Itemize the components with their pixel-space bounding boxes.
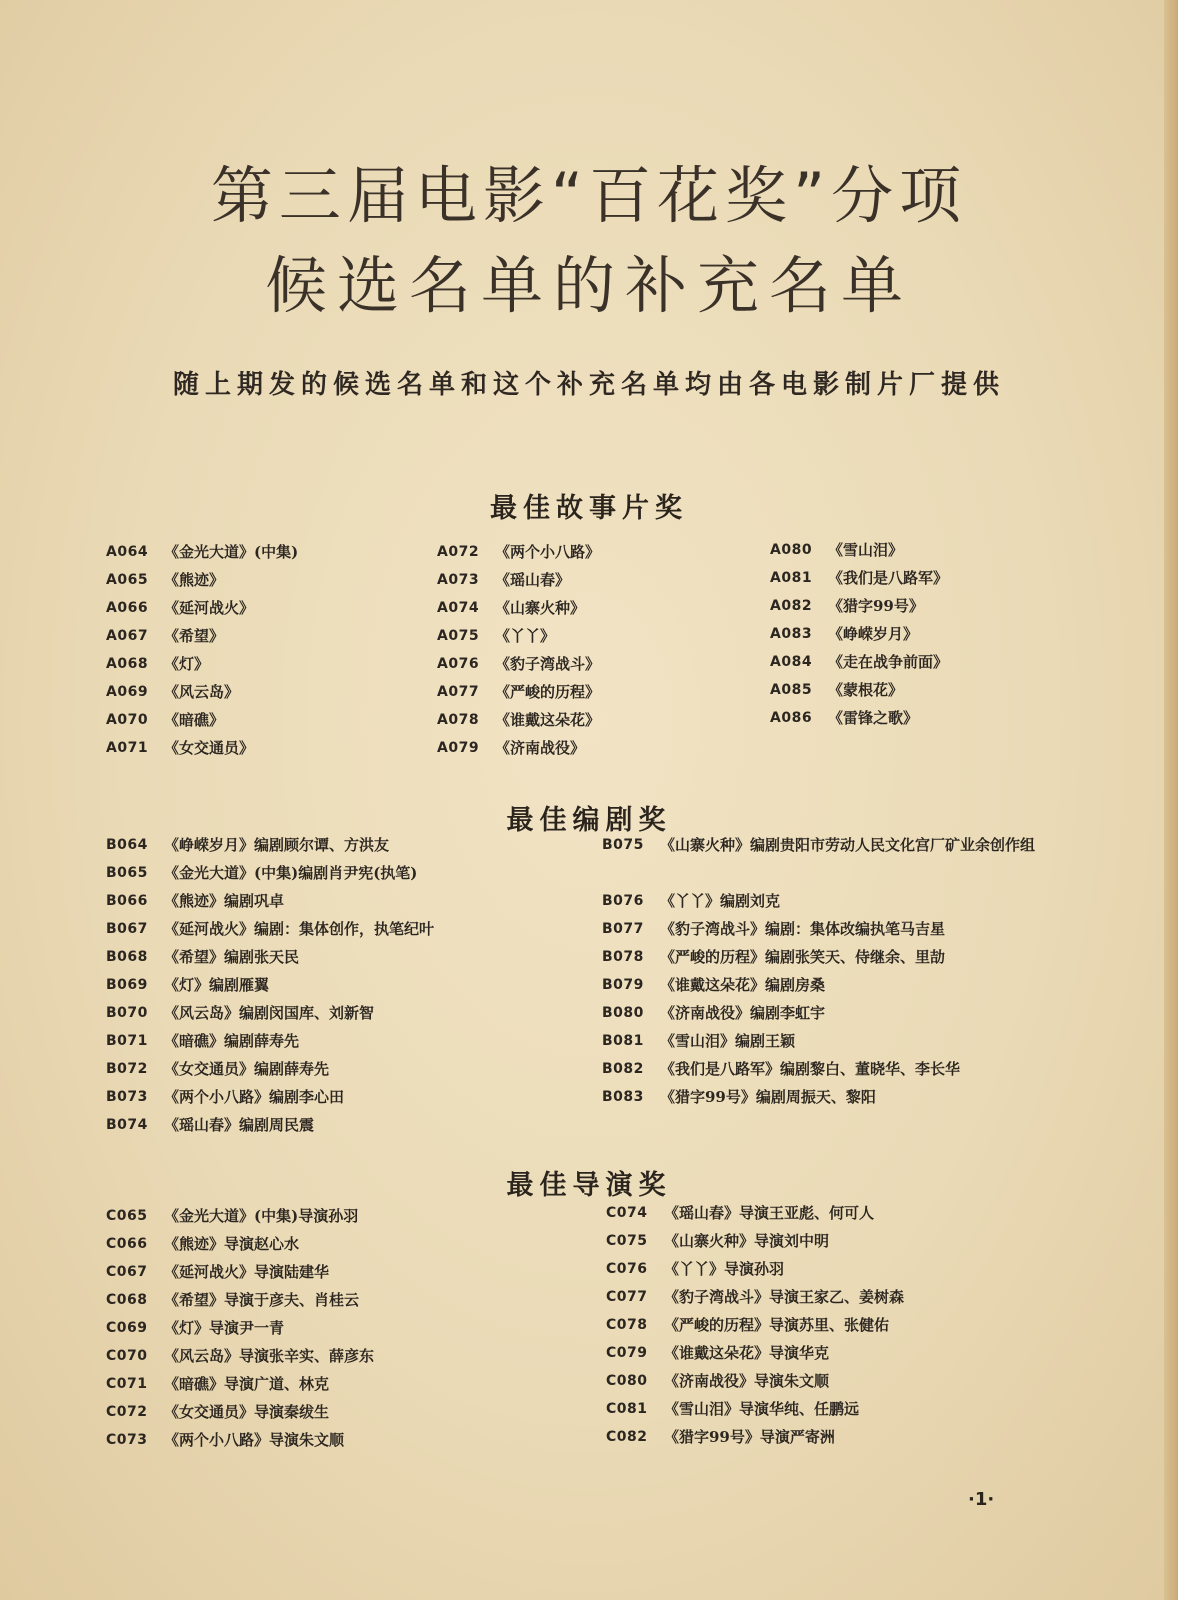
list-item xyxy=(437,678,600,706)
entry-text: 《山寨火种》 xyxy=(495,599,586,617)
entry-text: 《风云岛》 xyxy=(164,683,240,701)
entry-text: 《暗礁》导演广道、林克 xyxy=(164,1375,330,1393)
entry-code: A081 xyxy=(770,570,813,586)
entry-text: 《雪山泪》 xyxy=(828,541,904,559)
entry-code: A076 xyxy=(437,656,480,672)
list-item xyxy=(106,859,434,887)
entry-code: A075 xyxy=(437,628,480,644)
entry-text: 《蒙根花》 xyxy=(828,681,904,699)
list-item xyxy=(106,538,298,566)
entry-code: B068 xyxy=(106,949,148,965)
list-item xyxy=(437,650,600,678)
entry-text: 《济南战役》编剧李虹宇 xyxy=(660,1004,826,1022)
entry-text: 《女交通员》导演秦绂生 xyxy=(164,1403,330,1421)
entry-text: 《暗礁》编剧薛寿先 xyxy=(164,1032,300,1050)
list-item xyxy=(770,648,948,676)
list-item xyxy=(770,704,948,732)
entry-text: 《希望》 xyxy=(164,627,225,645)
list-item xyxy=(106,1230,374,1258)
entry-code: C072 xyxy=(106,1404,148,1420)
entry-text: 《灯》导演尹一青 xyxy=(164,1319,285,1337)
entry-code: C067 xyxy=(106,1264,148,1280)
list-item xyxy=(106,1202,374,1230)
entry-code: A084 xyxy=(770,654,813,670)
entry-code: C069 xyxy=(106,1320,148,1336)
entry-text: 《我们是八路军》 xyxy=(828,569,949,587)
page-title-line-2: 候选名单的补充名单 xyxy=(264,249,913,322)
entry-text: 《熊迹》导演赵心水 xyxy=(164,1235,300,1253)
entry-code: A086 xyxy=(770,710,813,726)
list-item xyxy=(106,1286,374,1314)
entry-code: C071 xyxy=(106,1376,148,1392)
entry-code: B065 xyxy=(106,865,148,881)
entry-code: B071 xyxy=(106,1033,148,1049)
entry-code: B074 xyxy=(106,1117,148,1133)
entry-code: B076 xyxy=(602,893,644,909)
entry-code: A079 xyxy=(437,740,480,756)
entry-code: A074 xyxy=(437,600,480,616)
entry-text: 《丫丫》导演孙羽 xyxy=(664,1260,785,1278)
entry-code: B064 xyxy=(106,837,148,853)
entry-code: A082 xyxy=(770,598,813,614)
entry-code: C077 xyxy=(606,1289,648,1305)
entry-text: 《济南战役》导演朱文顺 xyxy=(664,1372,830,1390)
entry-code: A080 xyxy=(770,542,813,558)
entry-code: C073 xyxy=(106,1432,148,1448)
entry-text: 《女交通员》 xyxy=(164,739,255,757)
entry-text: 《女交通员》编剧薛寿先 xyxy=(164,1060,330,1078)
entry-text: 《谁戴这朵花》 xyxy=(495,711,601,729)
entry-code: A083 xyxy=(770,626,813,642)
entry-text: 《雪山泪》编剧王颖 xyxy=(660,1032,796,1050)
entry-code: C075 xyxy=(606,1233,648,1249)
list-item xyxy=(606,1311,904,1339)
list-item xyxy=(106,999,434,1027)
entry-text: 《丫丫》编剧刘克 xyxy=(660,892,781,910)
page-title-line-1: 第三届电影“百花奖”分项 xyxy=(210,159,968,232)
list-item xyxy=(437,566,600,594)
entry-text: 《豹子湾战斗》导演王家乙、姜树森 xyxy=(664,1288,905,1306)
list-item xyxy=(602,915,1045,943)
entry-text: 《豹子湾战斗》 xyxy=(495,655,601,673)
director-column-2 xyxy=(606,1199,904,1451)
entry-text: 《峥嵘岁月》编剧顾尔谭、方洪友 xyxy=(164,836,390,854)
entry-text: 《瑶山春》导演王亚彪、何可人 xyxy=(664,1204,875,1222)
entry-code: A072 xyxy=(437,544,480,560)
list-item xyxy=(106,1342,374,1370)
list-item xyxy=(602,999,1045,1027)
list-item xyxy=(606,1395,904,1423)
entry-code: B083 xyxy=(602,1089,644,1105)
entry-code: C070 xyxy=(106,1348,148,1364)
entry-text: 《猎字99号》编剧周振天、黎阳 xyxy=(660,1088,876,1106)
entry-text: 《严峻的历程》 xyxy=(495,683,601,701)
entry-text: 《谁戴这朵花》导演华克 xyxy=(664,1344,830,1362)
page-number: ·1· xyxy=(968,1489,995,1510)
entry-text: 《济南战役》 xyxy=(495,739,586,757)
entry-text: 《雷锋之歌》 xyxy=(828,709,919,727)
entry-code: C074 xyxy=(606,1205,648,1221)
list-item xyxy=(606,1283,904,1311)
entry-text: 《豹子湾战斗》编剧：集体改编执笔马吉星 xyxy=(660,920,946,938)
entry-text: 《两个小八路》导演朱文顺 xyxy=(164,1431,345,1449)
entry-code: A064 xyxy=(106,544,149,560)
entry-code: C068 xyxy=(106,1292,148,1308)
list-item xyxy=(770,564,948,592)
list-item xyxy=(606,1367,904,1395)
list-item xyxy=(437,706,600,734)
entry-text: 《走在战争前面》 xyxy=(828,653,949,671)
entry-text: 《雪山泪》导演华纯、任鹏远 xyxy=(664,1400,860,1418)
entry-text: 《希望》编剧张天民 xyxy=(164,948,300,966)
list-item xyxy=(437,734,600,762)
list-item xyxy=(106,1314,374,1342)
entry-code: A066 xyxy=(106,600,149,616)
list-item xyxy=(106,594,298,622)
list-item xyxy=(606,1199,904,1227)
list-item xyxy=(106,887,434,915)
list-item xyxy=(106,943,434,971)
list-item xyxy=(106,1083,434,1111)
entry-text: 《金光大道》(中集)编剧肖尹宪(执笔) xyxy=(164,864,418,882)
list-item xyxy=(606,1339,904,1367)
entry-code: A085 xyxy=(770,682,813,698)
entry-code: A065 xyxy=(106,572,149,588)
entry-code: B067 xyxy=(106,921,148,937)
entry-code: C065 xyxy=(106,1208,148,1224)
list-item xyxy=(770,676,948,704)
list-item xyxy=(106,734,298,762)
entry-text: 《风云岛》导演张辛实、薛彦东 xyxy=(164,1347,375,1365)
entry-text: 《灯》 xyxy=(164,655,210,673)
entry-code: B069 xyxy=(106,977,148,993)
entry-text: 《延河战火》编剧：集体创作，执笔纪叶 xyxy=(164,920,435,938)
entry-code: C080 xyxy=(606,1373,648,1389)
list-item xyxy=(106,622,298,650)
list-item xyxy=(106,971,434,999)
entry-text: 《熊迹》 xyxy=(164,571,225,589)
entry-text: 《严峻的历程》编剧张笑天、侍继余、里劼 xyxy=(660,948,946,966)
list-item xyxy=(106,1027,434,1055)
entry-text: 《瑶山春》 xyxy=(495,571,571,589)
entry-text: 《延河战火》 xyxy=(164,599,255,617)
section-heading-best-story-film: 最佳故事片奖 xyxy=(490,493,688,524)
entry-text: 《熊迹》编剧巩卓 xyxy=(164,892,285,910)
list-item xyxy=(106,1426,374,1454)
entry-code: A077 xyxy=(437,684,480,700)
list-item xyxy=(437,538,600,566)
entry-text: 《两个小八路》 xyxy=(495,543,601,561)
story-film-column-2 xyxy=(437,538,600,762)
entry-text: 《山寨火种》导演刘中明 xyxy=(664,1232,830,1250)
list-item xyxy=(602,971,1045,999)
page-subtitle: 随上期发的候选名单和这个补充名单均由各电影制片厂提供 xyxy=(172,370,1005,400)
entry-code: B070 xyxy=(106,1005,148,1021)
entry-code: C066 xyxy=(106,1236,148,1252)
entry-text: 《猎字99号》 xyxy=(828,597,924,615)
entry-code: C078 xyxy=(606,1317,648,1333)
list-item xyxy=(106,1111,434,1139)
list-item xyxy=(437,622,600,650)
entry-code: B082 xyxy=(602,1061,644,1077)
entry-text: 《金光大道》(中集)导演孙羽 xyxy=(164,1207,359,1225)
list-item xyxy=(770,592,948,620)
list-item xyxy=(602,1083,1045,1111)
entry-text: 《延河战火》导演陆建华 xyxy=(164,1263,330,1281)
list-item xyxy=(106,678,298,706)
entry-text: 《峥嵘岁月》 xyxy=(828,625,919,643)
entry-code: B077 xyxy=(602,921,644,937)
entry-text: 《我们是八路军》编剧黎白、董晓华、李长华 xyxy=(660,1060,961,1078)
entry-code: B066 xyxy=(106,893,148,909)
list-item xyxy=(602,943,1045,971)
entry-code: C079 xyxy=(606,1345,648,1361)
entry-text: 《丫丫》 xyxy=(495,627,556,645)
entry-code: B075 xyxy=(602,837,644,853)
director-column-1 xyxy=(106,1202,374,1454)
screenplay-column-1 xyxy=(106,831,434,1139)
entry-text: 《风云岛》编剧闵国库、刘新智 xyxy=(164,1004,375,1022)
list-item xyxy=(602,1027,1045,1055)
list-item xyxy=(106,915,434,943)
entry-code: B079 xyxy=(602,977,644,993)
entry-code: B073 xyxy=(106,1089,148,1105)
entry-text: 《灯》编剧雁翼 xyxy=(164,976,270,994)
entry-code: C076 xyxy=(606,1261,648,1277)
entry-code: A069 xyxy=(106,684,149,700)
entry-code: B081 xyxy=(602,1033,644,1049)
entry-text: 《暗礁》 xyxy=(164,711,225,729)
list-item xyxy=(106,706,298,734)
list-item xyxy=(602,831,1045,887)
list-item xyxy=(437,594,600,622)
list-item xyxy=(770,620,948,648)
entry-code: A073 xyxy=(437,572,480,588)
entry-code: B072 xyxy=(106,1061,148,1077)
list-item xyxy=(606,1227,904,1255)
entry-code: A067 xyxy=(106,628,149,644)
entry-text: 《山寨火种》编剧贵阳市劳动人民文化宫厂矿业余创作组 xyxy=(660,836,1036,854)
section-heading-best-screenplay: 最佳编剧奖 xyxy=(506,805,672,836)
list-item xyxy=(106,1370,374,1398)
list-item xyxy=(606,1423,904,1451)
list-item xyxy=(106,1055,434,1083)
story-film-column-3 xyxy=(770,536,948,732)
entry-text: 《猎字99号》导演严寄洲 xyxy=(664,1428,835,1446)
list-item xyxy=(606,1255,904,1283)
list-item xyxy=(602,887,1045,915)
list-item xyxy=(770,536,948,564)
entry-code: B080 xyxy=(602,1005,644,1021)
entry-code: C082 xyxy=(606,1429,648,1445)
entry-code: A070 xyxy=(106,712,149,728)
entry-text: 《谁戴这朵花》编剧房桑 xyxy=(660,976,826,994)
entry-code: A071 xyxy=(106,740,149,756)
list-item xyxy=(106,650,298,678)
entry-code: B078 xyxy=(602,949,644,965)
section-heading-best-director: 最佳导演奖 xyxy=(506,1170,672,1201)
entry-text: 《希望》导演于彦夫、肖桂云 xyxy=(164,1291,360,1309)
entry-text: 《两个小八路》编剧李心田 xyxy=(164,1088,345,1106)
list-item xyxy=(106,1398,374,1426)
story-film-column-1 xyxy=(106,538,298,762)
entry-code: A078 xyxy=(437,712,480,728)
entry-text: 《金光大道》(中集) xyxy=(164,543,299,561)
list-item xyxy=(106,566,298,594)
entry-code: A068 xyxy=(106,656,149,672)
list-item xyxy=(602,1055,1045,1083)
list-item xyxy=(106,1258,374,1286)
entry-text: 《瑶山春》编剧周民震 xyxy=(164,1116,315,1134)
entry-code: C081 xyxy=(606,1401,648,1417)
list-item xyxy=(106,831,434,859)
screenplay-column-2 xyxy=(602,831,1045,1111)
entry-text: 《严峻的历程》导演苏里、张健佑 xyxy=(664,1316,890,1334)
